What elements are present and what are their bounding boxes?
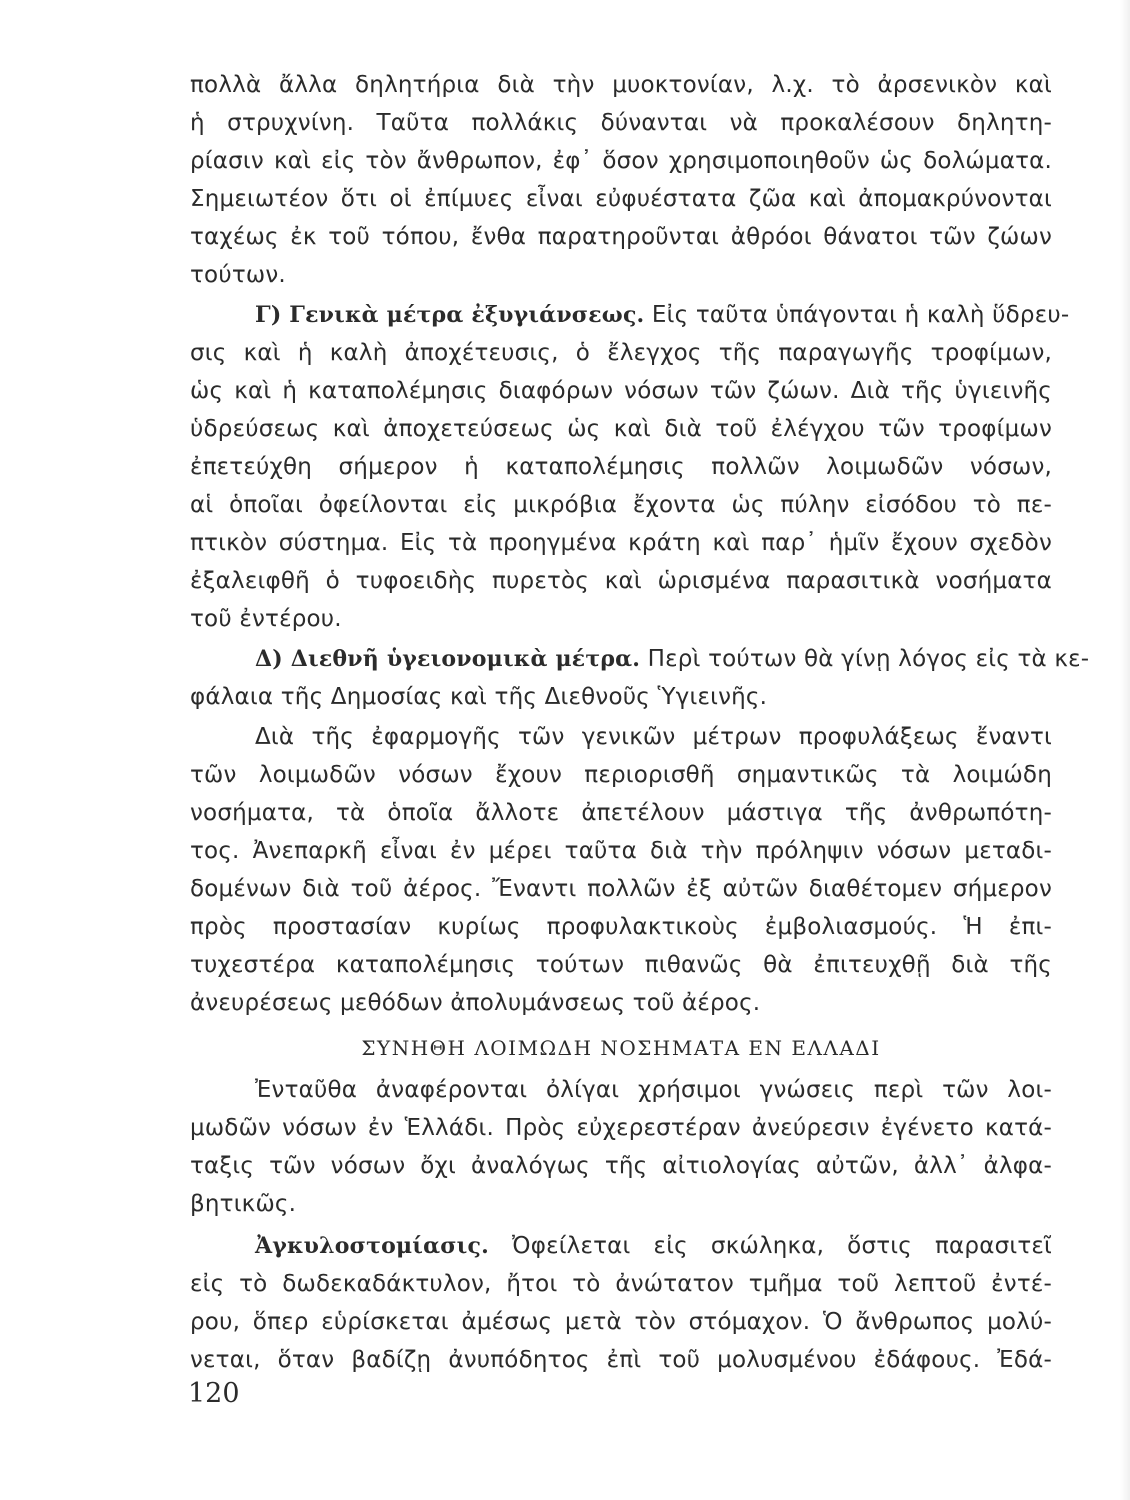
text-line: Σημειωτέον ὅτι οἱ ἐπίμυες εἶναι εὐφυέστατα ζῶα καὶ ἀπομακρύνονται	[190, 186, 1052, 212]
text-run: Περὶ τούτων θὰ γίνῃ λόγος εἰς τὰ κε-	[640, 646, 1090, 672]
text-line: δομένων διὰ τοῦ ἀέρος. Ἔναντι πολλῶν ἐξ αὐτῶν διαθέτομεν σήμερον	[190, 876, 1052, 902]
text-line: ἡ στρυχνίνη. Ταῦτα πολλάκις δύνανται νὰ προκαλέσουν δηλητη-	[190, 110, 1052, 136]
text-line: ἐπετεύχθη σήμερον ἡ καταπολέμησις πολλῶν λοιμωδῶν νόσων,	[190, 454, 1052, 480]
text-line: τυχεστέρα καταπολέμησις τούτων πιθανῶς θὰ ἐπιτευχθῇ διὰ τῆς	[190, 952, 1052, 978]
text-line: ταξις τῶν νόσων ὄχι ἀναλόγως τῆς αἰτιολογίας αὐτῶν, ἀλλ᾽ ἀλφα-	[190, 1153, 1052, 1179]
text-line: εἰς τὸ δωδεκαδάκτυλον, ἤτοι τὸ ἀνώτατον τμῆμα τοῦ λεπτοῦ ἐντέ-	[190, 1271, 1052, 1297]
text-line: πολλὰ ἄλλα δηλητήρια διὰ τὴν μυοκτονίαν, λ.χ. τὸ ἀρσενικὸν καὶ	[190, 72, 1052, 98]
text-line: νοσήματα, τὰ ὁποῖα ἄλλοτε ἀπετέλουν μάστιγα τῆς ἀνθρωπότη-	[190, 800, 1052, 826]
page-number: 120	[188, 1378, 240, 1409]
text-line: ἀνευρέσεως μεθόδων ἀπολυμάνσεως τοῦ ἀέρος.	[190, 990, 761, 1016]
text-line: πτικὸν σύστημα. Εἰς τὰ προηγμένα κράτη καὶ παρ᾽ ἡμῖν ἔχουν σχεδὸν	[190, 530, 1052, 556]
subheading-international-measures: Δ) Διεθνῆ ὑγειονομικὰ μέτρα.	[255, 646, 641, 672]
text-line: ρίασιν καὶ εἰς τὸν ἄνθρωπον, ἐφ᾽ ὅσον χρησιμοποιηθοῦν ὡς δολώματα.	[190, 148, 1052, 174]
text-line: ἐξαλειφθῆ ὁ τυφοειδὴς πυρετὸς καὶ ὡρισμένα παρασιτικὰ νοσήματα	[190, 568, 1052, 594]
text-line: βητικῶς.	[190, 1191, 297, 1217]
text-run: Ὀφείλεται εἰς σκώληκα, ὅστις παρασιτεῖ	[488, 1233, 1052, 1259]
page-edge-shade	[1120, 0, 1130, 1500]
text-line: ρου, ὅπερ εὑρίσκεται ἀμέσως μετὰ τὸν στόμαχον. Ὁ ἄνθρωπος μολύ-	[190, 1309, 1052, 1335]
paragraph-first-line	[255, 641, 1090, 677]
text-line: τοῦ ἐντέρου.	[190, 606, 342, 632]
subheading-ancylostomiasis: Ἀγκυλοστομίασις.	[255, 1233, 489, 1259]
paragraph-first-line	[255, 1228, 1052, 1264]
text-line: αἱ ὁποῖαι ὀφείλονται εἰς μικρόβια ἔχοντα ὡς πύλην εἰσόδου τὸ πε-	[190, 492, 1052, 518]
paragraph-first-line	[255, 297, 1070, 333]
text-line: ὡς καὶ ἡ καταπολέμησις διαφόρων νόσων τῶν ζώων. Διὰ τῆς ὑγιεινῆς	[190, 378, 1052, 404]
text-line: Διὰ τῆς ἐφαρμογῆς τῶν γενικῶν μέτρων προφυλάξεως ἔναντι	[255, 724, 1052, 750]
text-line: φάλαια τῆς Δημοσίας καὶ τῆς Διεθνοῦς Ὑγιεινῆς.	[190, 684, 768, 710]
text-line: πρὸς προστασίαν κυρίως προφυλακτικοὺς ἐμβολιασμούς. Ἡ ἐπι-	[190, 914, 1052, 940]
text-line: Ἐνταῦθα ἀναφέρονται ὀλίγαι χρήσιμοι γνώσεις περὶ τῶν λοι-	[255, 1077, 1052, 1103]
subheading-general-measures: Γ) Γενικὰ μέτρα ἐξυγιάνσεως.	[255, 302, 645, 328]
text-line: ὑδρεύσεως καὶ ἀποχετεύσεως ὡς καὶ διὰ τοῦ ἐλέγχου τῶν τροφίμων	[190, 416, 1052, 442]
text-run: Εἰς ταῦτα ὑπάγονται ἡ καλὴ ὕδρευ-	[644, 302, 1070, 328]
text-line: τῶν λοιμωδῶν νόσων ἔχουν περιορισθῆ σημαντικῶς τὰ λοιμώδη	[190, 762, 1052, 788]
text-line: τούτων.	[190, 262, 286, 288]
text-line: τος. Ἀνεπαρκῆ εἶναι ἐν μέρει ταῦτα διὰ τὴν πρόληψιν νόσων μεταδι-	[190, 838, 1052, 864]
section-title: ΣΥΝΗΘΗ ΛΟΙΜΩΔΗ ΝΟΣΗΜΑΤΑ ΕΝ ΕΛΛΑΔΙ	[361, 1036, 881, 1060]
text-line: ταχέως ἐκ τοῦ τόπου, ἔνθα παρατηροῦνται ἀθρόοι θάνατοι τῶν ζώων	[190, 224, 1052, 250]
text-line: νεται, ὅταν βαδίζῃ ἀνυπόδητος ἐπὶ τοῦ μολυσμένου ἐδάφους. Ἐδά-	[190, 1347, 1052, 1373]
text-line: σις καὶ ἡ καλὴ ἀποχέτευσις, ὁ ἔλεγχος τῆς παραγωγῆς τροφίμων,	[190, 340, 1052, 366]
text-line: μωδῶν νόσων ἐν Ἑλλάδι. Πρὸς εὐχερεστέραν ἀνεύρεσιν ἐγένετο κατά-	[190, 1115, 1052, 1141]
